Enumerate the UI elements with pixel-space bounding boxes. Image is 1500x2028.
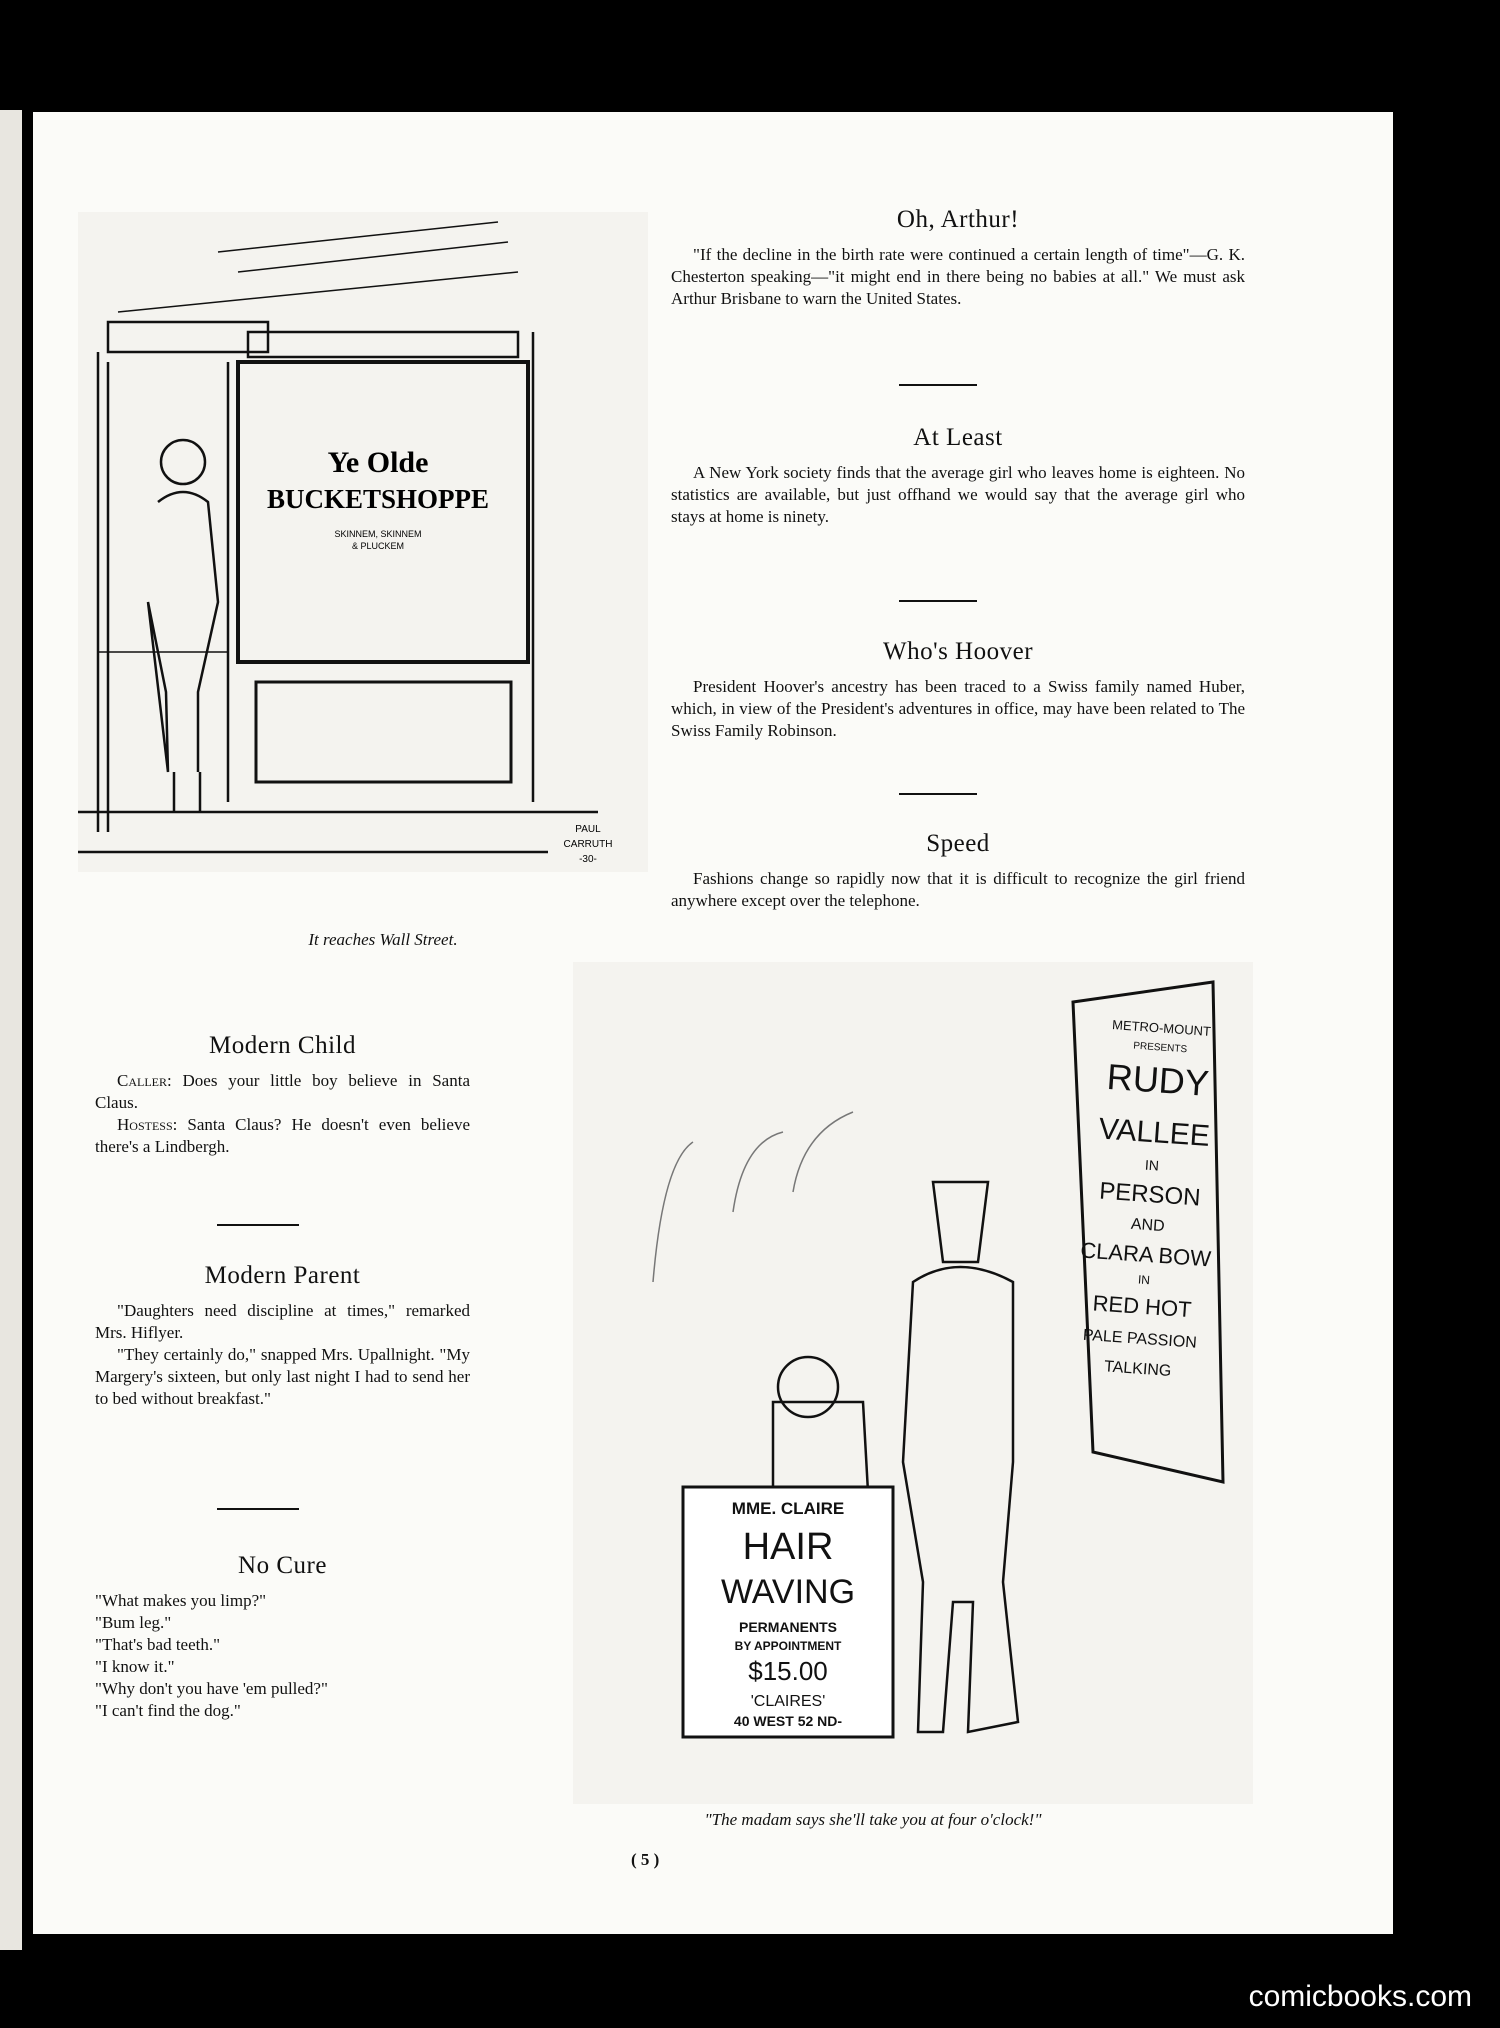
- article-no-cure: [95, 1552, 470, 1722]
- board-line7: 'CLAIRES': [750, 1693, 826, 1710]
- poster-line10: RED HOT: [1091, 1290, 1193, 1323]
- artist-signature-2: CARRUTH: [563, 839, 613, 850]
- shop-sign-line4: & PLUCKEM: [351, 541, 405, 551]
- page-number: ( 5 ): [631, 1850, 660, 1869]
- poster-line6: PERSON: [1098, 1177, 1202, 1212]
- article-speed: [671, 830, 1245, 912]
- article-whos-hoover: [671, 638, 1245, 742]
- section-divider: [217, 1508, 299, 1510]
- dialogue-line: "I can't find the dog.": [95, 1701, 241, 1720]
- poster-line12: TALKING: [1103, 1358, 1172, 1380]
- shop-sign-line2: BUCKETSHOPPE: [266, 484, 490, 514]
- poster-line5: IN: [1144, 1156, 1160, 1174]
- bucketshoppe-drawing: [78, 212, 648, 872]
- article-body: "If the decline in the birth rate were continued a certain length of time"—G. K. Chesterton speaking—"it might end in there being no babies at all." We must ask Arthur Brisbane to warn the United States.: [671, 245, 1245, 308]
- artist-signature-1: PAUL: [575, 824, 601, 835]
- section-divider: [899, 793, 977, 795]
- hair-waving-cartoon: [573, 962, 1253, 1804]
- poster-line2: PRESENTS: [1132, 1040, 1188, 1056]
- adjacent-page-edge: [0, 110, 22, 1950]
- shop-caption: It reaches Wall Street.: [308, 930, 458, 949]
- dialogue-line: "I know it.": [95, 1657, 175, 1676]
- article-body: "Daughters need discipline at times," remarked Mrs. Hiflyer.: [95, 1301, 470, 1342]
- board-line8: 40 WEST 52 ND-: [733, 1713, 843, 1729]
- section-divider: [899, 600, 977, 602]
- article-modern-child: [95, 1032, 470, 1158]
- board-line3: WAVING: [720, 1573, 856, 1611]
- article-at-least: [671, 424, 1245, 528]
- poster-line8: CLARA BOW: [1079, 1237, 1212, 1272]
- speaker-label: Hostess:: [117, 1115, 178, 1134]
- board-line6: $15.00: [748, 1656, 828, 1686]
- dialogue-line: "Bum leg.": [95, 1613, 172, 1632]
- article-body: "They certainly do," snapped Mrs. Upallnight. "My Margery's sixteen, but only last night I had to send her to bed without breakfast.": [95, 1345, 470, 1408]
- article-title: Who's Hoover: [882, 638, 1034, 665]
- speaker-label: Caller:: [117, 1071, 172, 1090]
- section-divider: [217, 1224, 299, 1226]
- board-line4: PERMANENTS: [738, 1619, 838, 1635]
- dialogue-line: [95, 1114, 470, 1158]
- artist-signature-3: -30-: [579, 854, 597, 865]
- board-line2: HAIR: [742, 1526, 834, 1568]
- poster-line11: PALE PASSION: [1082, 1326, 1198, 1352]
- magazine-page: [33, 112, 1393, 1934]
- poster-line3: RUDY: [1105, 1055, 1211, 1104]
- section-divider: [899, 384, 977, 386]
- article-title: Speed: [926, 830, 990, 857]
- hair-waving-caption: "The madam says she'll take you at four o'clock!": [704, 1810, 1042, 1829]
- board-line5: BY APPOINTMENT: [734, 1639, 842, 1653]
- article-title: Modern Child: [209, 1032, 356, 1059]
- dialogue-line: "What makes you limp?": [95, 1591, 267, 1610]
- board-line1: MME. CLAIRE: [731, 1499, 845, 1518]
- poster-line1: METRO-MOUNT: [1111, 1017, 1212, 1039]
- bucketshoppe-cartoon: [78, 212, 648, 872]
- article-modern-parent: [95, 1262, 470, 1410]
- article-title: At Least: [913, 424, 1003, 451]
- hair-waving-drawing: [573, 962, 1253, 1804]
- article-title: Oh, Arthur!: [896, 206, 1020, 233]
- dialogue-line: [95, 1070, 470, 1114]
- dialogue-line: "That's bad teeth.": [95, 1635, 221, 1654]
- poster-line9: IN: [1137, 1272, 1151, 1288]
- shop-sign-line3: SKINNEM, SKINNEM: [334, 529, 422, 539]
- site-watermark: comicbooks.com: [1248, 1980, 1472, 2013]
- article-title: Modern Parent: [204, 1262, 361, 1289]
- article-title: No Cure: [238, 1552, 327, 1579]
- dialogue-text: Santa Claus? He doesn't even believe there's a Lindbergh.: [95, 1115, 470, 1156]
- shop-sign-line1: Ye Olde: [327, 446, 429, 479]
- dialogue-line: "Why don't you have 'em pulled?": [95, 1679, 328, 1698]
- poster-line7: AND: [1130, 1215, 1166, 1236]
- article-body: Fashions change so rapidly now that it is difficult to recognize the girl friend anywhere except over the telephone.: [671, 869, 1245, 910]
- dialogue-text: Does your little boy believe in Santa Claus.: [95, 1071, 470, 1112]
- article-body: A New York society finds that the average girl who leaves home is eighteen. No statistics are available, but just offhand we would say that the average girl who stays at home is ninety.: [671, 463, 1245, 526]
- article-body: President Hoover's ancestry has been traced to a Swiss family named Huber, which, in view of the President's adventures in office, may have been related to The Swiss Family Robinson.: [671, 677, 1245, 740]
- poster-line4: VALLEE: [1097, 1112, 1211, 1154]
- article-oh-arthur: [671, 206, 1245, 310]
